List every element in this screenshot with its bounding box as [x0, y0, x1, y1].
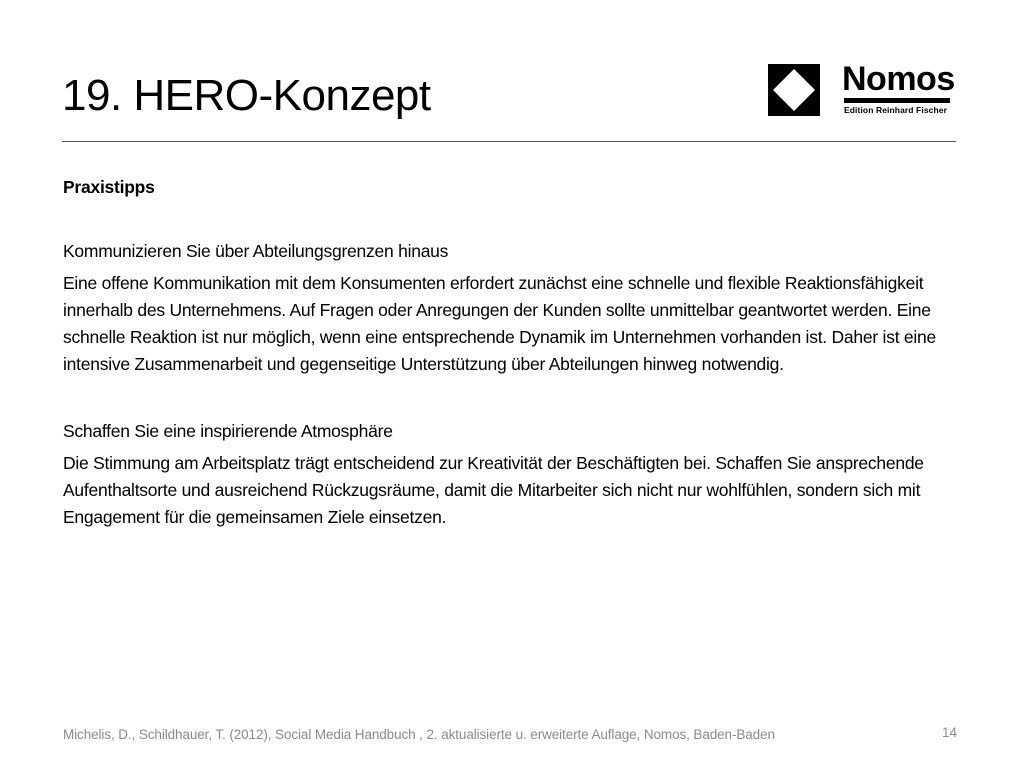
page-number: 14 — [942, 725, 958, 740]
diamond-in-square-icon — [768, 64, 820, 116]
slide-content — [63, 174, 957, 531]
tip-body: Eine offene Kommunikation mit dem Konsumenten erfordert zunächst eine schnelle und flexible Reaktionsfähigkeit innerhalb des Unternehmens. Auf Fragen oder Anregungen der Kunden sollte unmittelbar geantwortet werden. Eine schnelle Reaktion ist nur möglich, wenn eine entsprechende Dynamik im Unternehmen vorhanden ist. Daher ist eine intensive Zusammenarbeit und gegenseitige Unterstützung über Abteilungen hinweg notwendig. — [63, 273, 937, 374]
slide-title: 19. HERO-Konzept — [62, 71, 431, 120]
citation-footer: Michelis, D., Schildhauer, T. (2012), Social Media Handbuch , 2. aktualisierte u. erweiterte Auflage, Nomos, Baden-Baden — [63, 727, 775, 742]
logo-bar — [844, 98, 950, 103]
title-divider — [62, 141, 956, 142]
tip-title: Schaffen Sie eine inspirierende Atmosphäre — [63, 421, 393, 441]
tip-title: Kommunizieren Sie über Abteilungsgrenzen hinaus — [63, 241, 449, 261]
logo-subtitle: Edition Reinhard Fischer — [844, 105, 947, 115]
spacer — [63, 378, 957, 418]
tip-body: Die Stimmung am Arbeitsplatz trägt entscheidend zur Kreativität der Beschäftigten bei. Schaffen Sie ansprechende Aufenthaltsorte und ausreichend Rückzugsräume, damit die Mitarbeiter sich nicht nur wohlfühlen, sondern sich mit Engagement für die gemeinsamen Ziele einsetzen. — [63, 453, 924, 527]
section-heading: Praxistipps — [63, 177, 155, 197]
spacer — [63, 201, 957, 238]
logo-name: Nomos — [842, 60, 955, 98]
publisher-logo — [768, 62, 954, 120]
